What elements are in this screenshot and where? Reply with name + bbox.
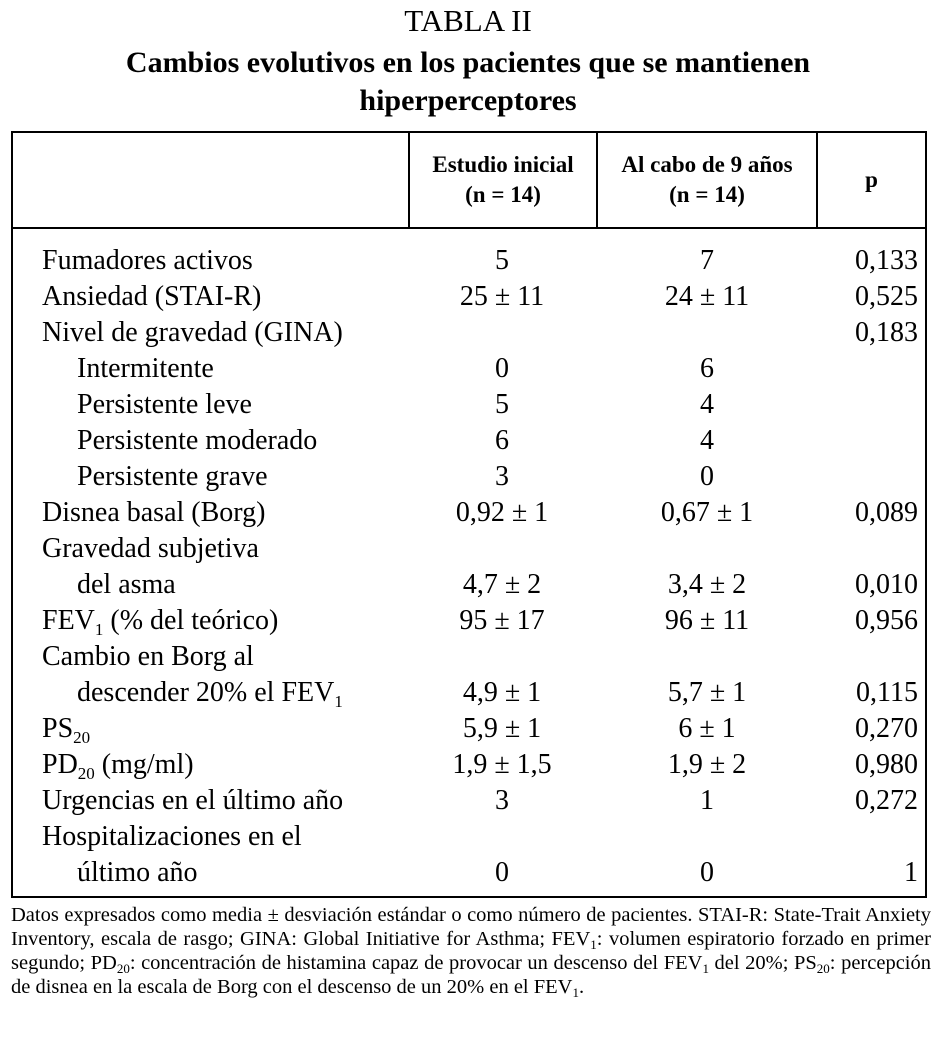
table-row [13, 855, 925, 891]
value-estudio-inicial: 95 ± 17 [459, 605, 545, 636]
row-label: Fumadores activos [42, 245, 253, 276]
header-label: Al cabo de 9 años [621, 152, 793, 177]
value-estudio-inicial: 5 [495, 245, 509, 276]
row-label: Nivel de gravedad (GINA) [42, 317, 343, 348]
value-estudio-inicial: 1,9 ± 1,5 [452, 749, 552, 780]
table-row [13, 819, 925, 855]
value-9-anos: 6 ± 1 [678, 713, 736, 744]
table-row [13, 567, 925, 603]
value-estudio-inicial: 25 ± 11 [459, 281, 545, 312]
table-row [13, 495, 925, 531]
table-row [13, 423, 925, 459]
value-p: 1 [904, 857, 918, 888]
value-p: 0,272 [855, 785, 918, 816]
row-label: Persistente moderado [77, 425, 318, 456]
table-row [13, 639, 925, 675]
row-label: $PS_{20}$ [42, 713, 91, 747]
value-estudio-inicial: 3 [495, 461, 509, 492]
value-9-anos: 0 [700, 461, 714, 492]
value-estudio-inicial: 0 [495, 857, 509, 888]
value-9-anos: 5,7 ± 1 [667, 677, 747, 708]
value-estudio-inicial: 4,9 ± 1 [462, 677, 542, 708]
table-row [13, 711, 925, 747]
value-p: 0,183 [855, 317, 918, 348]
row-label: del asma [77, 569, 176, 600]
row-label: Hospitalizaciones en el [42, 821, 302, 852]
table-row [13, 747, 925, 783]
value-9-anos: 4 [700, 425, 714, 456]
table-row [13, 243, 925, 279]
value-9-anos: 4 [700, 389, 714, 420]
value-p: 0,270 [855, 713, 918, 744]
value-9-anos: 96 ± 11 [664, 605, 750, 636]
header-label: Estudio inicial [432, 152, 574, 177]
value-9-anos: 6 [700, 353, 714, 384]
table-row [13, 603, 925, 639]
footnote: Datos expresados como media ± desviación estándar o como número de pacientes. STAI-R: State-Trait Anxiety Inventory, escala de rasgo; GINA: Global Initiative for Asthma; $FEV_1$: volumen espiratorio forzado en primer segundo; $PD_{20}$: concentración de histamina capaz de provocar un descenso del $FEV_1$ del 20%; $PS_{20}$: percepción de disnea en la escala de Borg con el descenso de un 20% en el $FEV_1$. [11, 904, 931, 1000]
value-9-anos: 0,67 ± 1 [660, 497, 754, 528]
header-p [818, 133, 925, 227]
row-label: Persistente grave [77, 461, 268, 492]
value-9-anos: 0 [700, 857, 714, 888]
value-estudio-inicial: 3 [495, 785, 509, 816]
header-count: (n = 14) [669, 182, 745, 207]
value-estudio-inicial: 5,9 ± 1 [462, 713, 542, 744]
table-row [13, 531, 925, 567]
row-label: Cambio en Borg al [42, 641, 254, 672]
table-row [13, 675, 925, 711]
header-estudio-inicial [410, 133, 596, 227]
row-label: último año [77, 857, 198, 888]
row-label: $FEV_1$ (% del teórico) [42, 605, 279, 639]
value-estudio-inicial: 0 [495, 353, 509, 384]
row-label: Intermitente [77, 353, 214, 384]
table-title: Cambios evolutivos en los pacientes que se mantienen hiperperceptores [125, 46, 811, 117]
header-label: p [865, 167, 878, 192]
value-p: 0,525 [855, 281, 918, 312]
table-row [13, 387, 925, 423]
row-label: Gravedad subjetiva [42, 533, 259, 564]
value-p: 0,956 [855, 605, 918, 636]
value-estudio-inicial: 6 [495, 425, 509, 456]
table-row [13, 279, 925, 315]
value-p: 0,010 [855, 569, 918, 600]
row-label: Ansiedad (STAI-R) [42, 281, 262, 312]
row-label: descender 20% el $FEV_1$ [77, 677, 343, 711]
value-estudio-inicial: 0,92 ± 1 [455, 497, 549, 528]
row-label: Urgencias en el último año [42, 785, 344, 816]
table-row [13, 459, 925, 495]
value-9-anos: 24 ± 11 [664, 281, 750, 312]
value-9-anos: 3,4 ± 2 [667, 569, 747, 600]
value-9-anos: 7 [700, 245, 714, 276]
row-label: Persistente leve [77, 389, 252, 420]
header-count: (n = 14) [465, 182, 541, 207]
value-p: 0,133 [855, 245, 918, 276]
table-row [13, 315, 925, 351]
row-label: $PD_{20}$ (mg/ml) [42, 749, 194, 783]
table-number: TABLA II [404, 3, 532, 38]
value-9-anos: 1 [700, 785, 714, 816]
value-p: 0,115 [856, 677, 918, 708]
table-row [13, 351, 925, 387]
data-table [11, 131, 927, 898]
value-estudio-inicial: 5 [495, 389, 509, 420]
value-estudio-inicial: 4,7 ± 2 [462, 569, 542, 600]
value-p: 0,089 [855, 497, 918, 528]
row-label: Disnea basal (Borg) [42, 497, 266, 528]
table-row [13, 783, 925, 819]
header-divider [13, 227, 925, 229]
value-9-anos: 1,9 ± 2 [667, 749, 747, 780]
value-p: 0,980 [855, 749, 918, 780]
header-al-cabo-9-anos [598, 133, 816, 227]
